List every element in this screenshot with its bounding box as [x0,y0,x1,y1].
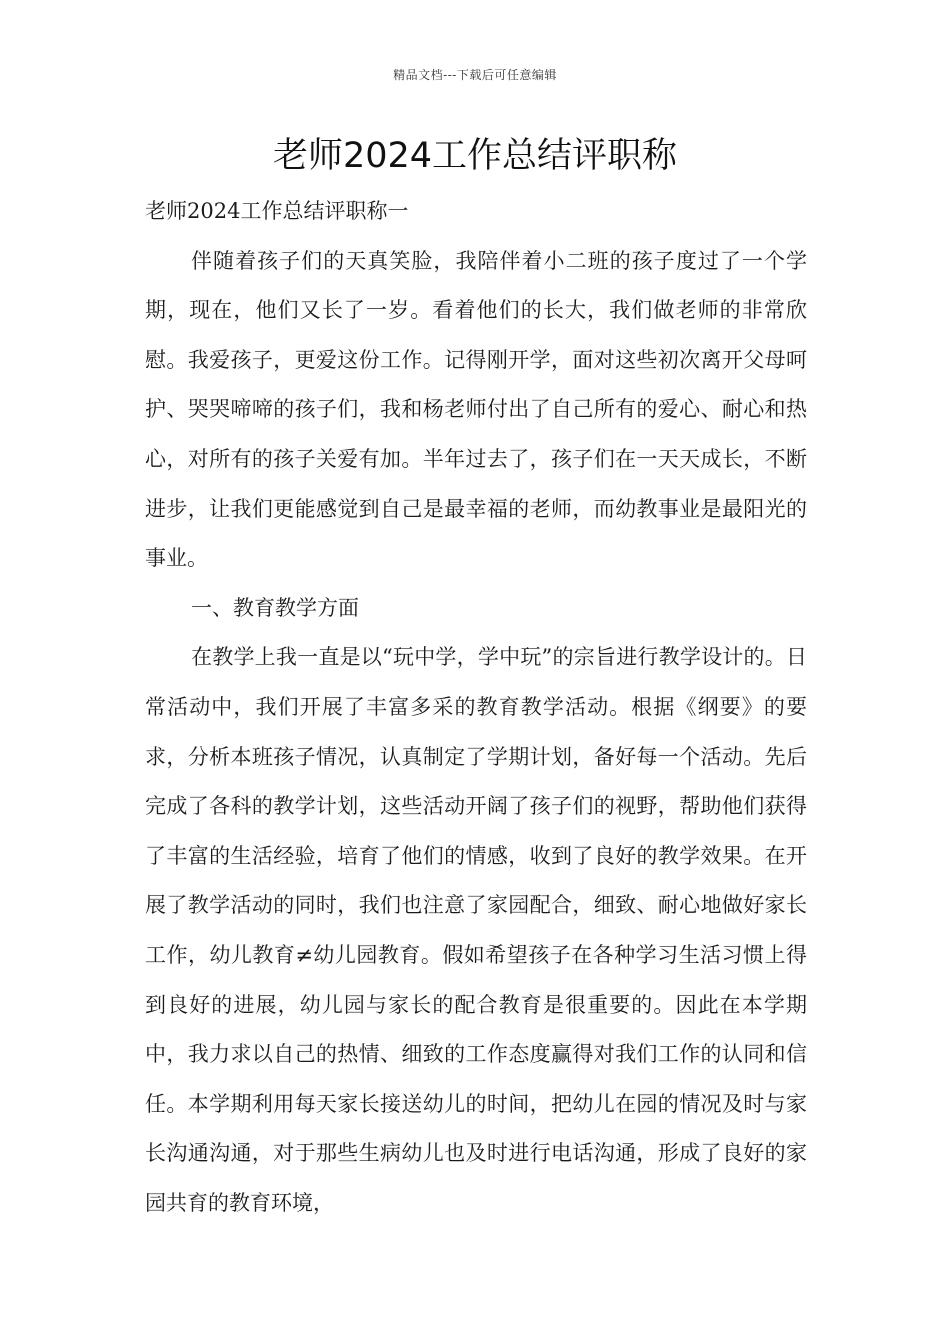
section-subtitle: 老师2024工作总结评职称一 [145,199,409,223]
document-title: 老师2024工作总结评职称 [272,136,678,176]
paragraph-intro: 伴随着孩子们的天真笑脸，我陪伴着小二班的孩子度过了一个学期，现在，他们又长了一岁。看着他们的长大，我们做老师的非常欣慰。我爱孩子，更爱这份工作。记得刚开学，面对这些初次离开父母呵护、哭哭啼啼的孩子们，我和杨老师付出了自己所有的爱心、耐心和热心，对所有的孩子关爱有加。半年过去了，孩子们在一天天成长，不断进步，让我们更能感觉到自己是最幸福的老师，而幼教事业是最阳光的事业。 [145,248,807,571]
document-body [145,187,807,1228]
section-heading-teaching: 一、教育教学方面 [191,595,359,620]
paragraph-teaching: 在教学上我一直是以“玩中学，学中玩”的宗旨进行教学设计的。日常活动中，我们开展了丰富多采的教育教学活动。根据《纲要》的要求，分析本班孩子情况，认真制定了学期计划，备好每一个活动。先后完成了各科的教学计划，这些活动开阔了孩子们的视野，帮助他们获得了丰富的生活经验，培育了他们的情感，收到了良好的教学效果。在开展了教学活动的同时，我们也注意了家园配合，细致、耐心地做好家长工作，幼儿教育≠幼儿园教育。假如希望孩子在各种学习生活习惯上得到良好的进展，幼儿园与家长的配合教育是很重要的。因此在本学期中，我力求以自己的热情、细致的工作态度赢得对我们工作的认同和信任。本学期利用每天家长接送幼儿的时间，把幼儿在园的情况及时与家长沟通沟通，对于那些生病幼儿也及时进行电话沟通，形成了良好的家园共育的教育环境， [145,645,807,1215]
header-note: 精品文档---下载后可任意编辑 [393,68,557,82]
